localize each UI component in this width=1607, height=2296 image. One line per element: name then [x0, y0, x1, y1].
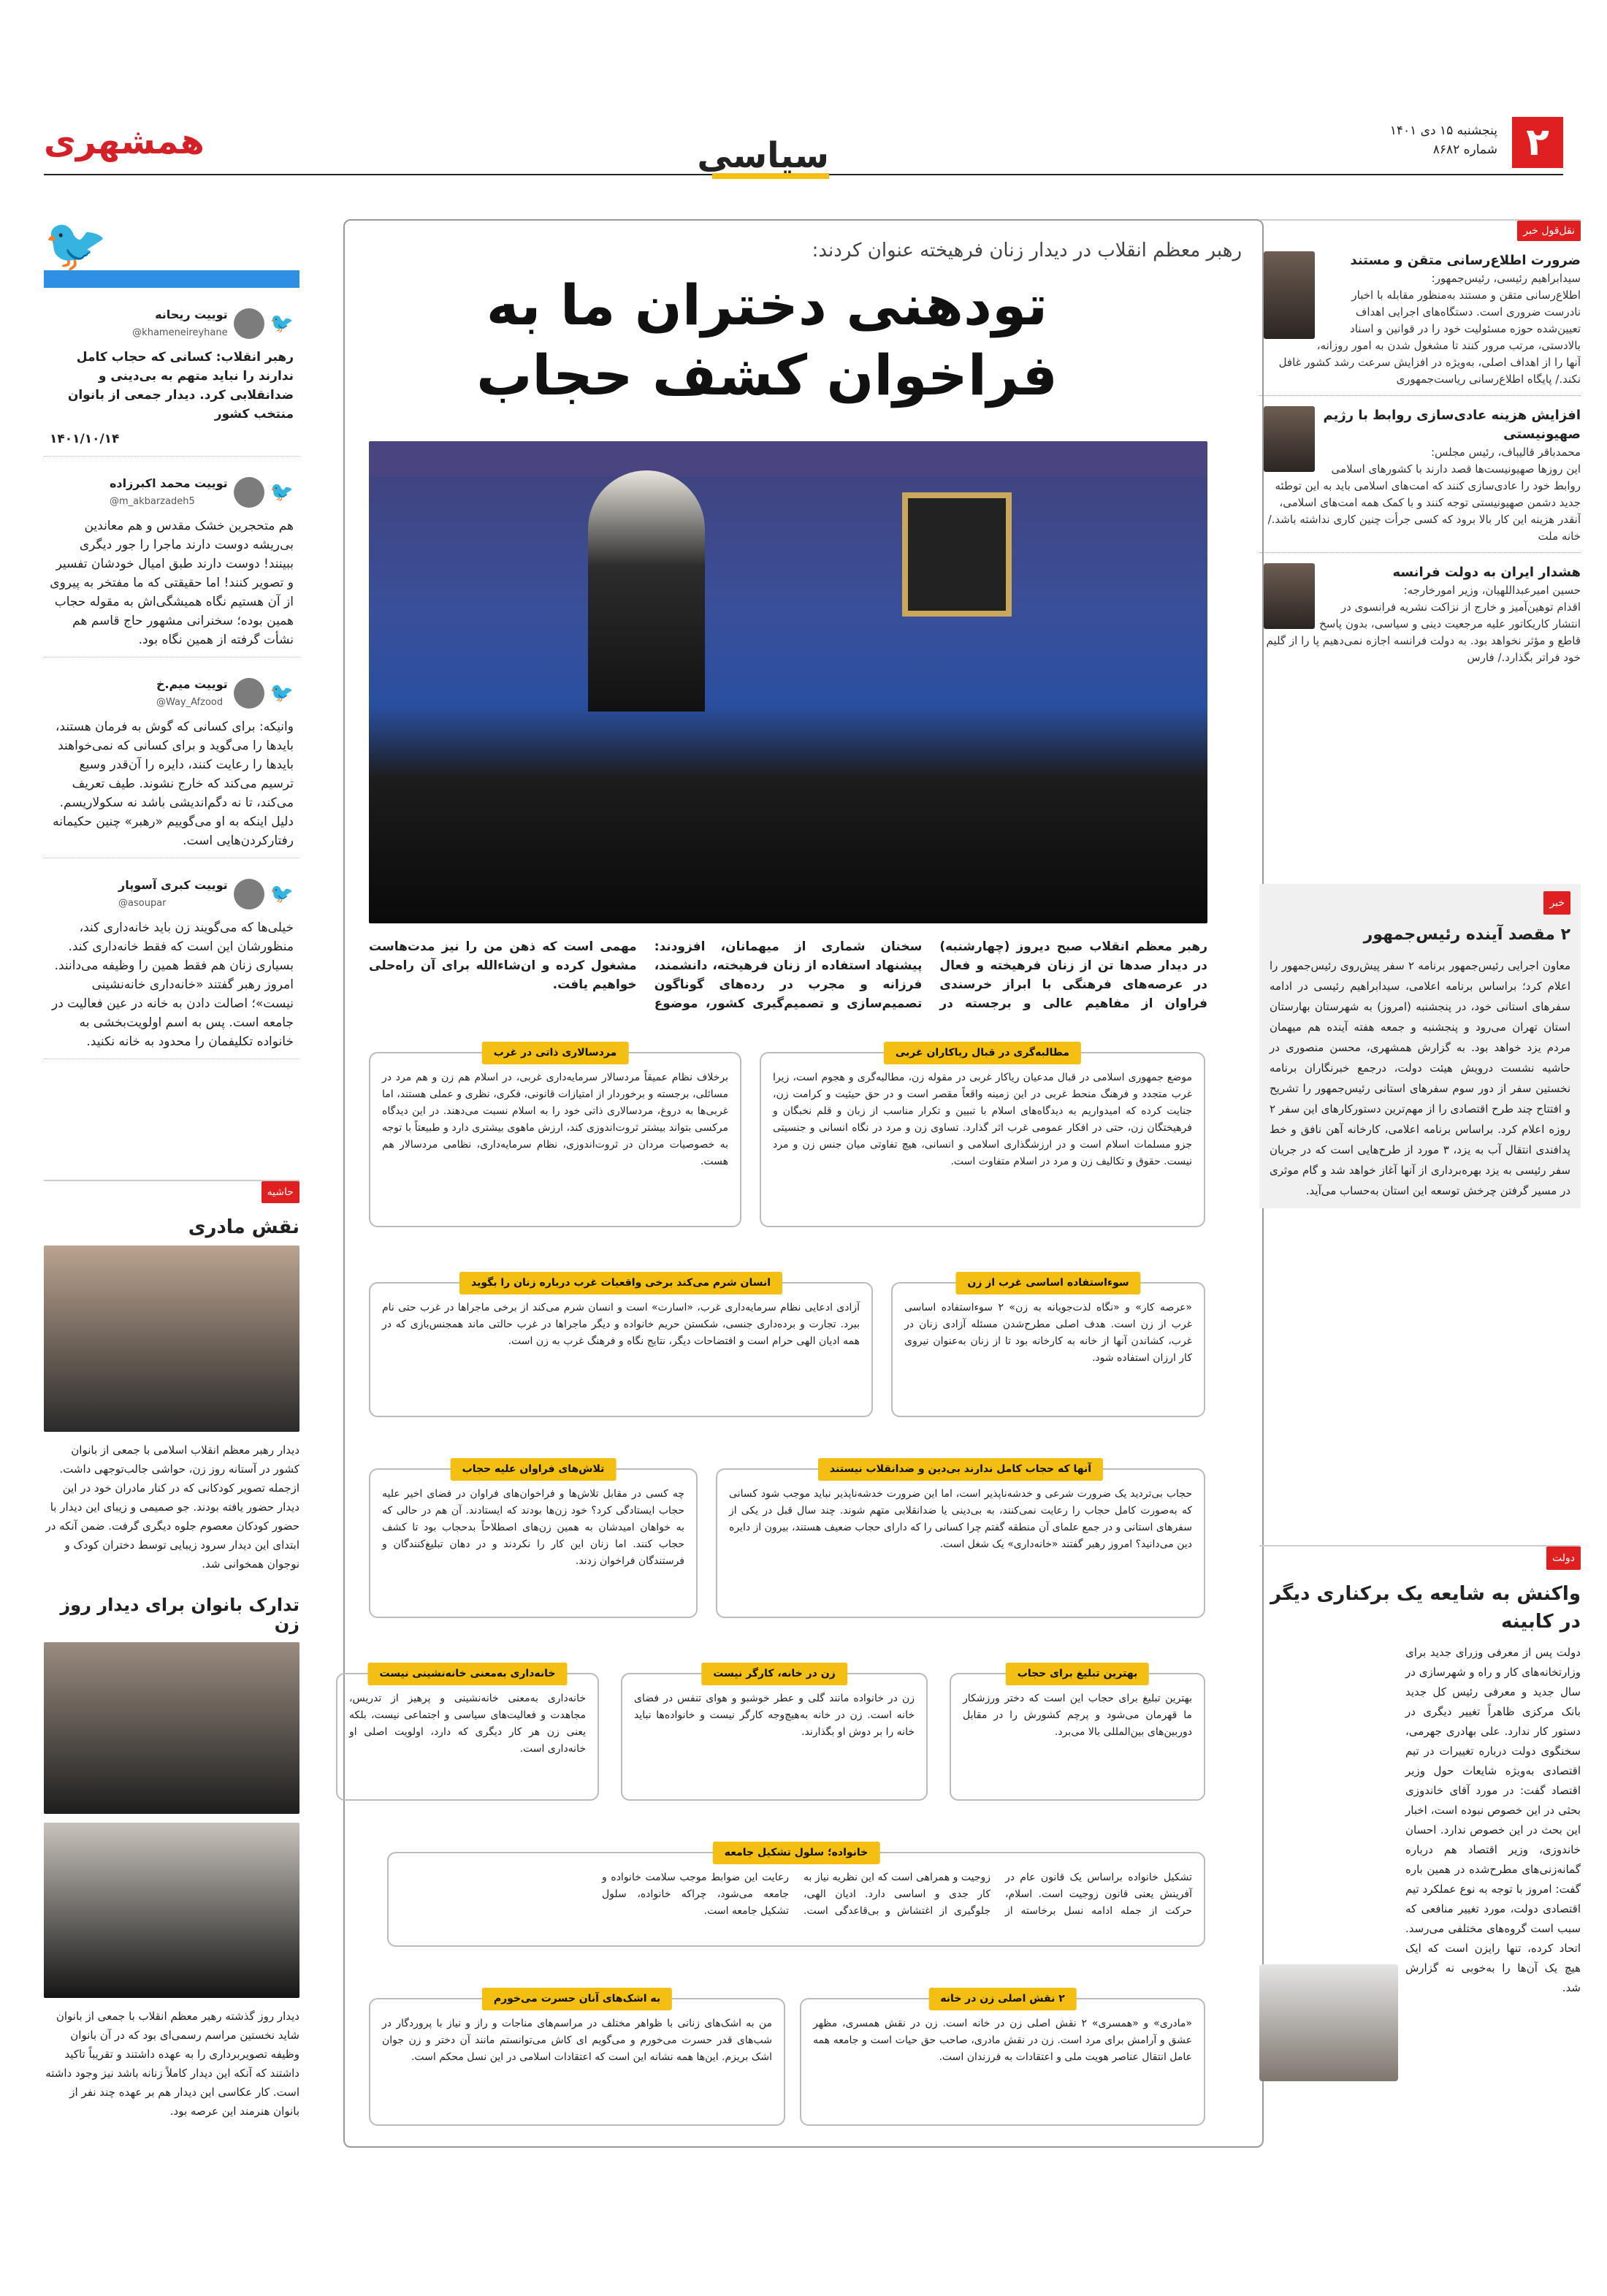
- article-headline: تودهنی دختران ما به فراخوان کشف حجاب: [476, 272, 1058, 408]
- tweets-column: [44, 215, 299, 1059]
- hashieh-title-2: تدارک بانوان برای دیدار روز زن: [60, 1595, 299, 1634]
- leader-meeting-photo: [369, 441, 1207, 923]
- tweet-card: [44, 298, 299, 457]
- box-text: حجاب بی‌تردید یک ضرورت شرعی و خدشه‌ناپذیر است، اما این ضرورت خدشه‌ناپذیر نباید موجب شود کسانی که به‌صورت کامل حجاب را رعایت نمی‌کنند، به بی‌دینی یا ضدانقلابی متهم شوند. چند سال قبل در یکی از سفرهای استانی و در جمع علمای آن منطقه گفتم چرا کسانی را که دارای حجاب ضعیف هستند، بیرون از دایره دین می‌دانید؟ امروز رهبر گفتند «خانه‌داری» یک شغل است.: [729, 1488, 1192, 1550]
- tweet-text: رهبر انقلاب: کسانی که حجاب کامل ندارند را نباید متهم به بی‌دینی و ضدانقلابی کرد. دیدار جمعی از بانوان منتخب کشور: [67, 350, 294, 422]
- tweet-handle: @asoupar: [118, 898, 167, 909]
- box-tag: مطالبه‌گری در قبال ریاکاران غربی: [884, 1042, 1081, 1064]
- article-box: [621, 1668, 928, 1801]
- amirabdollahian-portrait: [1264, 563, 1315, 629]
- tweet-text: وانیکه: برای کسانی که گوش به فرمان هستند، بایدها را می‌گوید و برای کسانی که نمی‌خواهند بایدها را رعایت کنند، دایره را آن‌قدر وسیع ترسیم می‌کند که خارج نشوند. طیف تعریف می‌کند، تا نه دگم‌اندیشی باشد نه سکولاریسم. دلیل اینکه به او می‌گوییم «رهبر» چنین حکیمانه رفتارکردن‌هایی است.: [53, 720, 294, 848]
- twitter-bird-icon: 🐦: [270, 481, 294, 503]
- section-tag: حاشیه: [262, 1181, 299, 1203]
- box-text: برخلاف نظام عمیقاً مردسالار سرمایه‌داری غربی، در اسلام هم زن و هم مرد در مسائلی، برجسته و برخوردار از امتیازات قانونی، فکری، نظری و عملی هستند، اما غربی‌ها به دروغ، مردسالاری ذاتی خود را به اسلام نسبت می‌دهند. در این دیدگاه مرکسی بتواند بیشتر ثروت‌اندوزی کند، ارزش ماهوی بیشتری دارد و طبیعتاً با توجه به خصوصیات مردان در ثروت‌اندوزی، نظام سرمایه‌داری، نظامی مردسالار هم هست.: [382, 1072, 728, 1167]
- issue-date: پنجشنبه ۱۵ دی ۱۴۰۱: [1389, 123, 1497, 138]
- box-tag: زن در خانه، کارگر نیست: [701, 1663, 847, 1685]
- quote-byline: سیدابراهیم رئیسی، رئیس‌جمهور:: [1431, 272, 1581, 285]
- ghalibaf-portrait: [1264, 406, 1315, 472]
- tweet-author: توییت ریحانه: [155, 308, 228, 321]
- box-text: چه کسی در مقابل تلاش‌ها و فراخوان‌های فراوان در فضای اخیر علیه حجاب ایستادگی کرد؟ خود زن‌ها بودند که ایستادند. آن هم در حالی که به خواهان امیدشان به همین زن‌های اصطلاحاً بدحجاب بود تا کشف حجاب کنند. اما زنان این کار را نکردند و در دهان تبلیغ‌کنندگان و فرستندگان فراخوان زدند.: [382, 1488, 684, 1567]
- box-tag: بهترین تبلیغ برای حجاب: [1006, 1663, 1149, 1685]
- camerawoman-photo: [44, 1823, 299, 1998]
- photo-caption-2: دیدار روز گذشته رهبر معظم انقلاب با جمعی از بانوان شاید نخستین مراسم رسمی‌ای بود که در آن بانوان وظیفه تصویربرداری را به عهده داشتند و تقریباً تاکید داشتند که آنکه این دیدار کاملاً زنانه باشد نیز وجود داشته است. کار عکاسی این دیدار هم بر عهده چند نفر از بانوان هنرمند این عرصه بود.: [45, 2010, 299, 2118]
- twitter-bird-icon: 🐦: [270, 882, 294, 905]
- government-text: دولت پس از معرفی وزرای جدید برای وزارتخانه‌های کار و راه و شهرسازی در سال جدید و معرفی رئیس کل جدید بانک مرکزی ظاهراً تغییر دیگری در دستور کار ندارد. علی بهادری جهرمی، سخنگوی دولت درباره تغییرات در تیم اقتصادی به‌ویژه شایعات حول وزیر اقتصاد گفت: در مورد آقای خاندوزی بحثی در این خصوص نبوده است، اخبار این بحث در این خصوص ندارد. احسان خاندوزی، وزیر اقتصاد هم درباره گمانه‌زنی‌های مطرح‌شده در همین باره گفت: امروز با توجه به نوع عملکرد تیم اقتصادی دولت، مورد تغییر منافعی که سبب است گروه‌های مختلفی می‌رسد. اتحاد کرده، تنها رایزن است که ایک هیچ یک آن‌ها را به‌خوبی نه گزارش شد.: [1405, 1646, 1581, 1994]
- tweet-card: [44, 668, 299, 858]
- article-box: [800, 1993, 1205, 2126]
- page-number: ۲: [1512, 117, 1563, 168]
- hashieh-title: نقش مادری: [188, 1216, 299, 1238]
- box-text: موضع جمهوری اسلامی در قبال مدعیان ریاکار غربی در مقوله زن، مطالبه‌گری و هجوم است، زیرا غرب متجدد و فرهنگ منحط غربی در این زمینه واقعاً مقصر است و در حق حیثیت و کرامت زن، جنایت کرده که امیدواریم به دیدگاه‌های اسلام با تبیین و تکرار مناسب از زبان و قلم نخبگان و فرهیختگان زن، حتی در افکار عمومی غرب اثر گذارد. تساوی زن و مرد در نگاه انسانی و جنسیتی جزو مسلمات اسلام است و در ارزشگذاری اسلامی و انسانی، هیچ تفاوتی میان جنس زن و مرد نیست. حقوق و تکالیف زن و مرد در اسلام متفاوت است.: [773, 1072, 1192, 1167]
- tweet-text: خیلی‌ها که می‌گویند زن باید خانه‌داری کند، منظورشان این است که فقط خانه‌داری کند. بسیاری زنان هم فقط همین را وظیفه می‌دانند. امروز رهبر گفتند «خانه‌داری خانه‌نشینی نیست»؛ اصالت دادن به خانه در عین فعالیت در جامعه است. پس به اسم اولویت‌بخشی به خانواده تکلیفمان را محدود به خانه نکنید.: [52, 920, 294, 1049]
- box-tag: تلاش‌های فراوان علیه حجاب: [451, 1458, 617, 1481]
- quote-item: [1259, 251, 1581, 396]
- tweet-handle: @khameneireyhane: [132, 327, 228, 338]
- news-box: [1259, 884, 1581, 1208]
- twitter-bird-icon: 🐦: [270, 312, 294, 335]
- news-text: معاون اجرایی رئیس‌جمهور برنامه ۲ سفر پیش‌روی رئیس‌جمهور را اعلام کرد؛ براساس برنامه اعلامی، سیدابراهیم رئیسی در ادامه سفرهای استانی خود، در پنجشنبه (امروز) به شهرستان بهارستان استان تهران می‌رود و پنجشنبه و جمعه هفته آینده هم میهمان مردم یزد خواهد بود. به گزارش همشهری، محسن منصوری در حاشیه نشست درویش هیئت دولت، درجمع خبرنگاران برنامه نخستین سفر از دور سوم سفرهای استانی رئیس‌جمهور را تشریح و افتتاح چند طرح اقتصادی را از مهم‌ترین دستورکارهای این سفر ۲ روزه اعلام کرد. براساس برنامه اعلامی، کارخانه آهن نافق و خط پدافندی انتقال آب به یزد، ۳ مورد از طرح‌هایی است که در جریان سفر رئیسی به یزد بهره‌برداری از آنها آغاز خواهد شد و گام موثری در مسیر گرفتن چرخش توسعه این استان به‌حساب می‌آید.: [1270, 959, 1570, 1197]
- twitter-logo-icon: 🐦: [44, 215, 108, 275]
- twitter-bird-icon: 🐦: [270, 682, 294, 704]
- tweet-handle: @m_akbarzadeh5: [109, 496, 195, 507]
- quote-text: این روزها صهیونیست‌ها قصد دارند با کشورهای اسلامی روابط خود را عادی‌سازی کنند که امت‌های اسلامی باید به این توطئه جدید دشمن صهیونیستی توجه کنند و با کمک همه امت‌های اسلامی، آنقدر هزینه این کار بالا برود که کسی جرأت چنین کاری نداشته باشد./ خانه ملت: [1267, 462, 1581, 543]
- government-box: [1259, 1545, 1581, 2081]
- section-tag: نقل‌قول خبر: [1517, 221, 1581, 241]
- box-text: بهترین تبلیغ برای حجاب این است که دختر ورزشکار ما قهرمان می‌شود و پرچم کشورش را در مقابل دوربین‌های بین‌المللی بالا می‌برد.: [963, 1693, 1192, 1738]
- photographers-photo: [44, 1642, 299, 1814]
- leader-figure: [588, 470, 705, 712]
- article-box: [760, 1047, 1205, 1227]
- raisi-portrait: [1264, 251, 1315, 339]
- box-text: زن در خانواده مانند گلی و عطر خوشبو و هوای تنفس در فضای خانه است. زن در خانه به‌هیچ‌وجه کارگر نیست و خانواده‌ها نباید خانه را بر دوش او بگذارند.: [634, 1693, 915, 1738]
- quote-byline: محمدباقر قالیباف، رئیس مجلس:: [1430, 446, 1581, 459]
- newspaper-logo: همشهری: [44, 121, 205, 162]
- quote-text: اطلاع‌رسانی متقن و مستند به‌منظور مقابله با اخبار نادرست ضروری است. دستگاه‌های اجرایی اهداف تعیین‌شده حوزه مسئولیت خود را در قوانین و اسناد بالادستی، مرتب مرور کنند تا مشغول شدن به امور روزانه، آنها را از اهداف اصلی، به‌ویژه در افزایش سرعت رشد کشور غافل نکند./ پایگاه اطلاع‌رسانی ریاست‌جمهوری: [1278, 289, 1581, 386]
- quote-title: هشدار ایران به دولت فرانسه: [1392, 565, 1581, 580]
- box-text: «مادری» و «همسری» ۲ نقش اصلی زن در خانه است. زن در نقش همسری، مظهر عشق و آرامش برای مرد است. زن در نقش مادری، صاحب حق حیات است و جامعه همه عامل انتقال عناصر هویت ملی و اعتقادات به فرزندان است.: [813, 2018, 1192, 2063]
- child-photo: [44, 1246, 299, 1432]
- portrait-frame: [902, 492, 1012, 617]
- tweet-text: هم متحجرین خشک مقدس و هم معاندین بی‌ریشه دوست دارند ماجرا را جور دیگری ببینند! دوست دارند طبق امیال خودشان تفسیر و تصویر کنند! اما حقیقتی که ما مفتخر به پیروی از آن هستیم نگاه همیشگی‌اش به مقوله حجاب همین بوده؛ سخنرانی مشهور حاج قاسم هم نشأت گرفته از همین نگاه بود.: [50, 519, 294, 647]
- box-tag: به اشک‌های آنان حسرت می‌خورم: [482, 1988, 672, 2010]
- box-tag: سوءاستفاده اساسی غرب از زن: [955, 1272, 1140, 1294]
- article-box: [950, 1668, 1205, 1801]
- box-text: خانه‌داری به‌معنی خانه‌نشینی و پرهیز از تدریس، مجاهدت و فعالیت‌های سیاسی و اجتماعی نیست، بلکه یعنی زن هر کار دیگری که دارد، اولویت اصلی او خانه‌داری است.: [349, 1693, 586, 1755]
- article-box: [891, 1277, 1205, 1417]
- tweet-author: توییت کبری آسوپار: [118, 878, 228, 892]
- box-tag: خانواده؛ سلول تشکیل جامعه: [713, 1842, 880, 1864]
- article-box: [369, 1993, 785, 2126]
- quote-text: اقدام توهین‌آمیز و خارج از نزاکت نشریه فرانسوی در انتشار کاریکاتور علیه مرجعیت دینی و سیاسی، بدون پاسخ قاطع و مؤثر نخواهد بود. به دولت فرانسه اجازه نمی‌دهیم پا را از گلیم خود فراتر بگذارد./ فارس: [1266, 600, 1581, 664]
- government-title: واکنش به شایعه یک برکناری دیگر در کابینه: [1270, 1583, 1581, 1633]
- article-box: [387, 1847, 1205, 1947]
- news-title: ۲ مقصد آینده رئیس‌جمهور: [1363, 926, 1570, 944]
- quotes-column: [1259, 219, 1581, 674]
- tweet-author: توییت محمد اکبرزاده: [109, 476, 228, 490]
- tweet-card: [44, 467, 299, 657]
- box-tag: مردسالاری ذاتی در غرب: [482, 1042, 629, 1064]
- article-box: [716, 1463, 1205, 1618]
- box-tag: خانه‌داری به‌معنی خانه‌نشینی نیست: [367, 1663, 567, 1685]
- box-text: «عرصه کار» و «نگاه لذت‌جویانه به زن» ۲ سوءاستفاده اساسی غرب از زن است. هدف اصلی مطرح‌شدن مسئله آزادی زنان در غرب، کشاندن آنها از خانه به کارخانه بود تا از زنان به‌عنوان نیروی کار ارزان استفاده شود.: [904, 1302, 1192, 1364]
- section-tag: خبر: [1543, 891, 1570, 915]
- date-block: [1390, 121, 1497, 159]
- quote-item: [1259, 406, 1581, 553]
- section-tag: دولت: [1546, 1546, 1581, 1570]
- issue-number: شماره ۸۶۸۲: [1432, 142, 1497, 157]
- avatar: [234, 308, 264, 339]
- article-box: [336, 1668, 599, 1801]
- article-box: [369, 1047, 741, 1227]
- article-box: [369, 1463, 698, 1618]
- tweet-handle: @Way_Afzood: [156, 697, 224, 708]
- quote-byline: حسین امیرعبداللهیان، وزیر امورخارجه:: [1403, 584, 1581, 597]
- avatar: [234, 879, 264, 909]
- sidebar-hashieh: [44, 1180, 299, 2121]
- article-kicker: رهبر معظم انقلاب در دیدار زنان فرهیخته عنوان کردند:: [812, 240, 1242, 262]
- article-box: [369, 1277, 873, 1417]
- box-tag: ۲ نقش اصلی زن در خانه: [928, 1988, 1077, 2010]
- avatar: [234, 477, 264, 508]
- minister-photo: [1259, 1964, 1398, 2081]
- box-text: من به اشک‌های زنانی با ظواهر مختلف در مراسم‌های مناجات و راز و نیاز با پروردگار در شب‌های قدر حسرت می‌خورم و می‌گویم ای کاش می‌توانستم مانند آن دختر و زن جوان اشک بریزم. این‌ها همه نشانه این است که اعتقادات اسلامی در این نسل محکم است.: [382, 2018, 772, 2063]
- box-text: تشکیل خانواده براساس یک قانون عام در آفرینش یعنی قانون زوجیت است. اسلام، حرکت از جمله ادامه نسل برخاسته از زوجیت و همراهی است که این نظریه نیاز به کار جدی و اساسی دارد. ادیان الهی، جلوگیری از اغتشاش و بی‌قاعدگی است. رعایت این ضوابط موجب سلامت خانواده و جامعه می‌شود، چراکه خانواده، سلول تشکیل جامعه است.: [602, 1872, 1192, 1917]
- quote-title: ضرورت اطلاع‌رسانی متقن و مستند: [1350, 253, 1581, 268]
- avatar: [234, 678, 264, 709]
- quote-item: [1259, 563, 1581, 674]
- quote-title: افزایش هزینه عادی‌سازی روابط با رژیم صهیونیستی: [1323, 408, 1581, 442]
- box-text: آزادی ادعایی نظام سرمایه‌داری غرب، «اسارت» است و انسان شرم می‌کند از برخی ماجراها در غرب حتی نام ببرد. تجارت و برده‌داری جنسی، شکستن حریم خانواده و دیگر ماجراها در غرب حالتی ماند همجنس‌بازی که در همه ادیان الهی حرام است و افتضاحات دیگر، نتایج نگاه و فرهنگ غرب به زن است.: [382, 1302, 860, 1347]
- tweet-card: [44, 869, 299, 1059]
- box-tag: آنها که حجاب کامل ندارند بی‌دین و ضدانقلاب نیستند: [818, 1458, 1103, 1481]
- tweet-author: توییت میم.خ: [156, 677, 228, 691]
- box-tag: انسان شرم می‌کند برخی واقعیات غرب درباره زنان را بگوید: [459, 1272, 782, 1294]
- section-title: سیاسی: [712, 135, 829, 179]
- tweet-date: ۱۴۰۱/۱۰/۱۴: [50, 432, 120, 446]
- photo-caption: دیدار رهبر معظم انقلاب اسلامی با جمعی از بانوان کشور در آستانه روز زن، حواشی جالب‌توجهی داشت. ازجمله تصویر کودکانی که در کنار مادران خود در این دیدار حضور یافته بودند. جو صمیمی و زیبای این دیدار با حضور کودکان معصوم جلوه دیگری گرفت. ضمن آنکه در ابتدای این دیدار سرود زیبایی توسط دختران کودک و نوجوان همخوانی شد.: [45, 1443, 299, 1571]
- article-lead: رهبر معظم انقلاب صبح دیروز (چهارشنبه) در دیدار صدها تن از زنان فرهیخته و فعال در عرصه‌های فرهنگی با ابراز خرسندی فراوان از مفاهیم عالی و برجسته در سخنان شماری از میهمانان، افزودند: پیشنهاد استفاده از زنان فرهیخته، دانشمند، فرزانه و مجرب در رده‌های گوناگون تصمیم‌سازی و تصمیم‌گیری کشور، موضوع مهمی است که ذهن من را نیز مدت‌هاست مشغول کرده و ان‌شاءالله برای آن راه‌حلی خواهیم یافت.: [369, 939, 1207, 1011]
